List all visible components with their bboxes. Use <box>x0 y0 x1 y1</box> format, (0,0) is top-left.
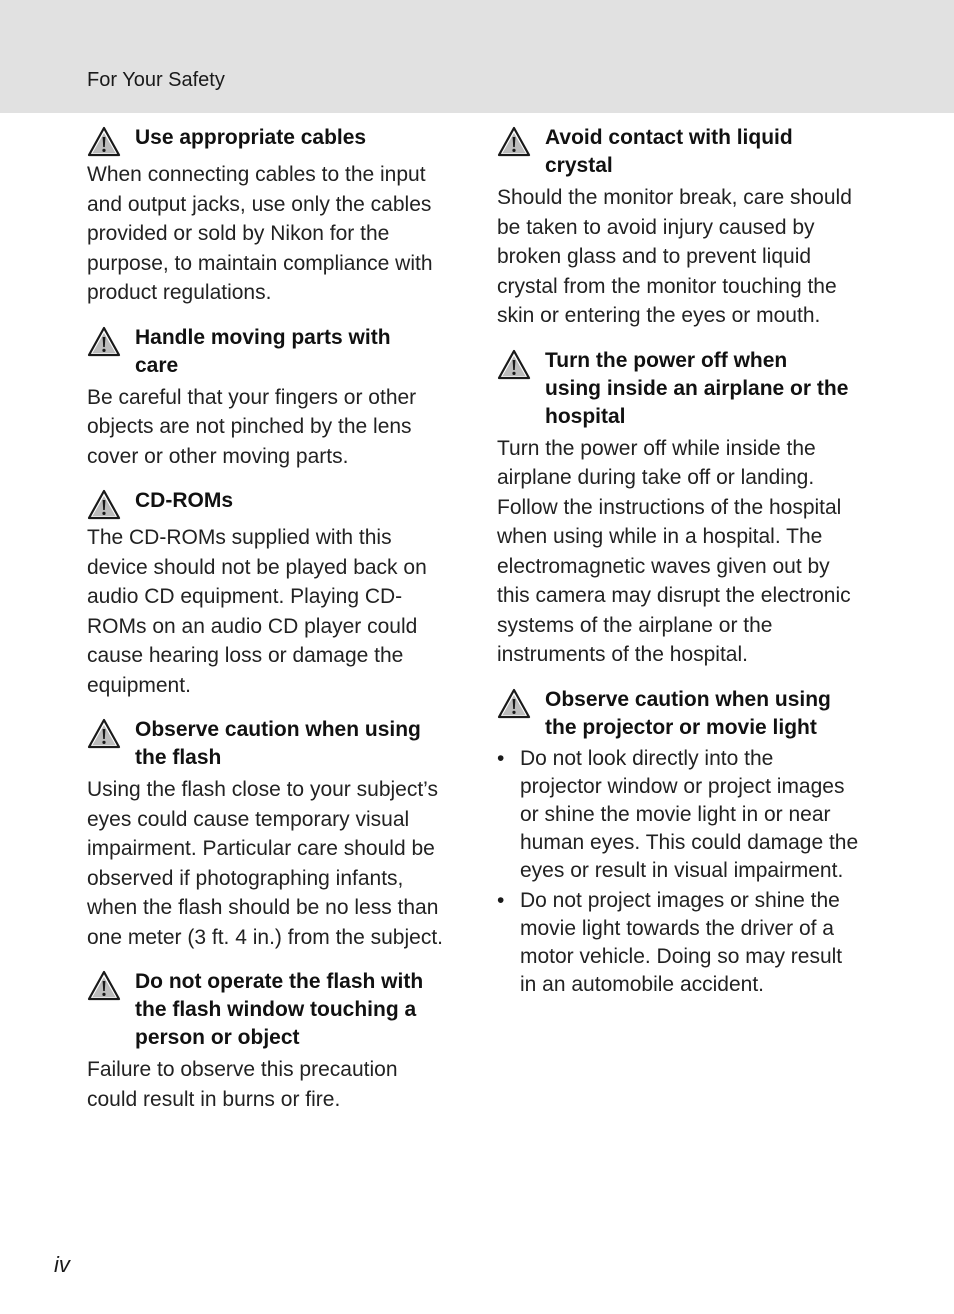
list-item <box>497 887 867 1001</box>
section-heading <box>87 968 457 1052</box>
section-moving-parts <box>87 324 457 472</box>
header-band <box>0 0 954 113</box>
warning-icon <box>87 489 121 520</box>
section-heading-text: Observe caution when using the flash <box>135 718 421 769</box>
warning-icon <box>87 326 121 357</box>
left-column <box>87 124 457 1130</box>
section-liquid-crystal <box>497 124 867 331</box>
section-body: Should the monitor break, care should be taken to avoid injury caused by broken glass and to prevent liquid crystal from the monitor touching the skin or entering the eyes or mouth. <box>497 186 852 327</box>
section-body: The CD-ROMs supplied with this device should not be played back on audio CD equipment. Playing CD- ROMs on an audio CD player could cause hearing loss or damage the equipment. <box>87 526 427 697</box>
right-column <box>497 124 867 1017</box>
section-body: When connecting cables to the input and output jacks, use only the cables provided or sold by Nikon for the purpose, to maintain compliance with product regulations. <box>87 163 433 304</box>
warning-icon <box>497 349 531 380</box>
warning-icon <box>87 126 121 157</box>
section-body: Turn the power off while inside the airplane during take off or landing. Follow the instructions of the hospital when using while in a hospital. The electromagnetic waves given out by this camera may disrupt the electronic systems of the airplane or the instruments of the hospital. <box>497 436 851 666</box>
section-heading <box>87 124 457 157</box>
warning-icon <box>87 718 121 749</box>
section-airplane-hospital <box>497 347 867 670</box>
section-body: Be careful that your fingers or other objects are not pinched by the lens cover or other moving parts. <box>87 385 417 468</box>
section-heading <box>497 124 867 180</box>
section-heading <box>87 324 457 380</box>
page-header-title: For Your Safety <box>87 69 225 91</box>
section-heading-text: Avoid contact with liquid crystal <box>545 126 793 177</box>
section-body: Using the flash close to your subject’s eyes could cause temporary visual impairment. Particular care should be observed if photographing infants, when the flash should be no less than one meter (3 ft. 4 in.) from the subject. <box>87 778 443 949</box>
section-flash-caution <box>87 716 457 952</box>
section-heading-text: Turn the power off when using inside an airplane or the hospital <box>545 348 849 428</box>
bullet-text: Do not look directly into the projector window or project images or shine the movie light in or near human eyes. This could damage the eyes or result in visual impairment. <box>520 746 859 882</box>
section-heading <box>497 686 867 742</box>
section-heading-text: Handle moving parts with care <box>135 325 391 377</box>
bullet-marker: • <box>497 746 505 770</box>
section-cables <box>87 124 457 308</box>
warning-icon <box>87 970 121 1001</box>
warning-icon <box>497 126 531 157</box>
section-projector-light <box>497 686 867 1001</box>
warning-icon <box>497 688 531 719</box>
section-heading-text: Observe caution when using the projector or movie light <box>545 687 831 739</box>
list-item <box>497 745 867 887</box>
section-body: Failure to observe this precaution could result in burns or fire. <box>87 1058 398 1111</box>
section-heading <box>497 347 867 431</box>
section-heading <box>87 487 457 520</box>
section-cd-roms <box>87 487 457 700</box>
section-heading-text: Do not operate the flash with the flash window touching a person or object <box>135 970 424 1049</box>
section-heading <box>87 716 457 772</box>
bullet-marker: • <box>497 888 505 912</box>
section-heading-text: CD-ROMs <box>135 489 233 512</box>
section-flash-touching <box>87 968 457 1114</box>
bullet-text: Do not project images or shine the movie light towards the driver of a motor vehicle. Doing so may result in an automobile accident. <box>520 888 843 996</box>
bullet-list <box>497 745 867 1001</box>
section-heading-text: Use appropriate cables <box>135 126 367 149</box>
page-number: iv <box>54 1252 70 1277</box>
